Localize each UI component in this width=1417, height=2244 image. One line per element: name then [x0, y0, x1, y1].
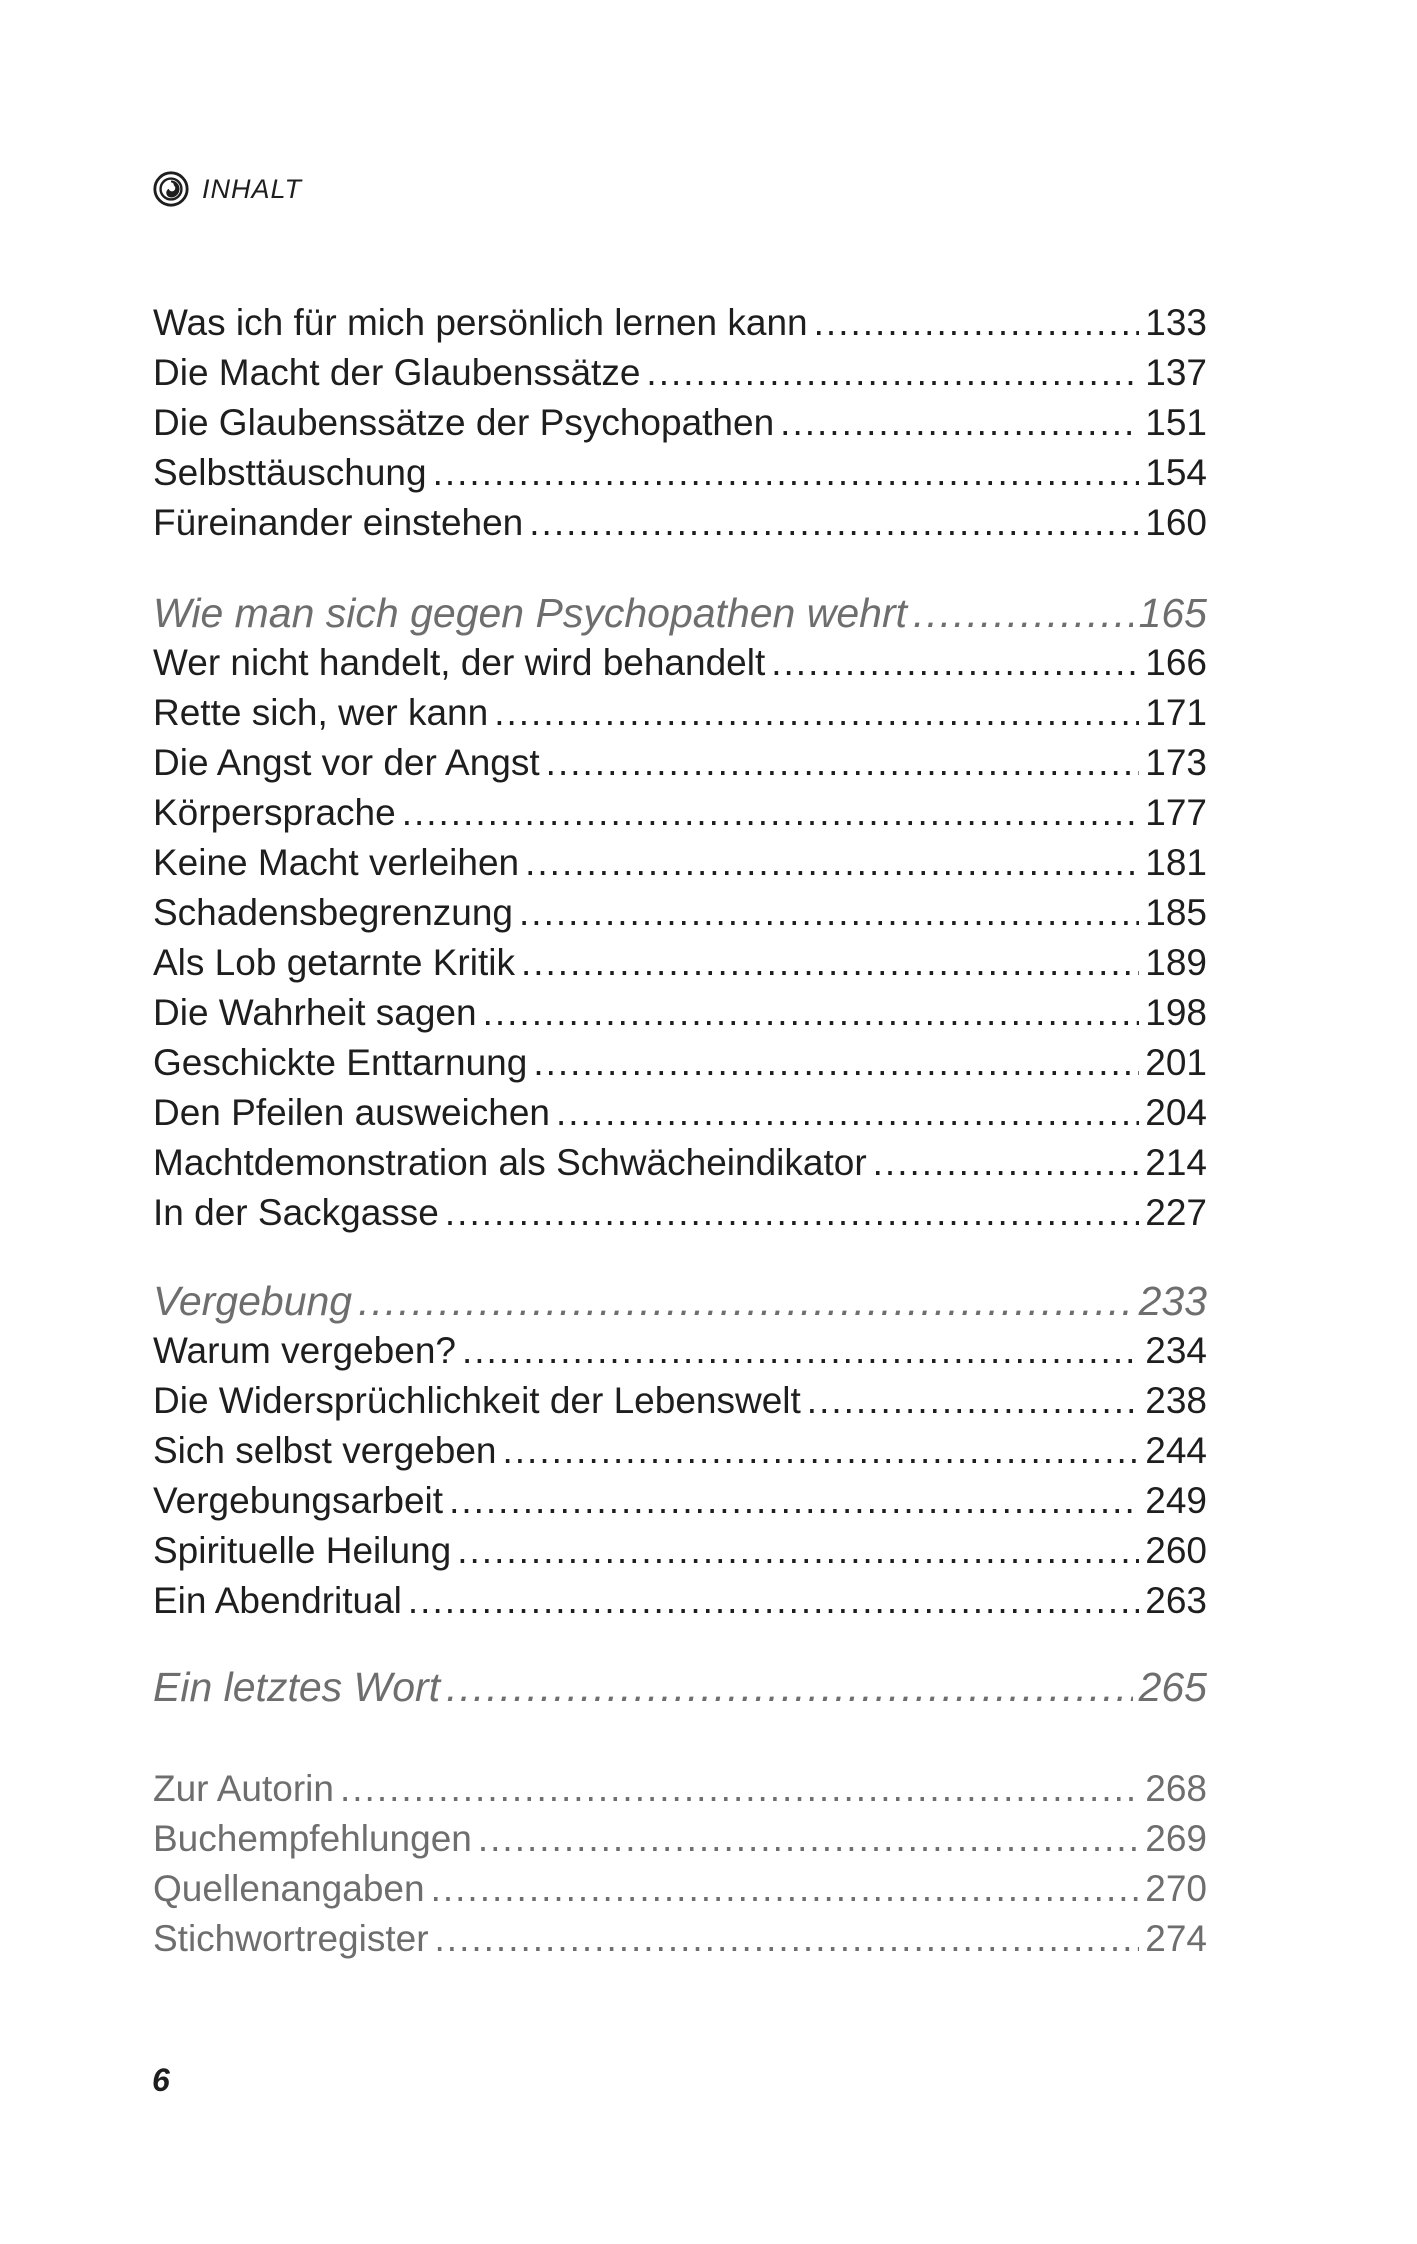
toc-entry[interactable] — [153, 1138, 1207, 1188]
toc-entry[interactable] — [153, 498, 1207, 548]
dot-leader — [814, 298, 1140, 348]
toc-appendix-entry[interactable] — [153, 1914, 1207, 1964]
toc-entry-page: 177 — [1145, 792, 1207, 833]
toc-entry[interactable] — [153, 638, 1207, 688]
toc-entry-title: Sich selbst vergeben — [153, 1430, 497, 1471]
toc-entry[interactable] — [153, 1576, 1207, 1626]
toc-entry[interactable] — [153, 1038, 1207, 1088]
toc-entry-title: Spirituelle Heilung — [153, 1530, 452, 1571]
toc-entry-title: Buchempfehlungen — [153, 1818, 472, 1859]
toc-entry-page: 274 — [1145, 1918, 1207, 1959]
toc-entry[interactable] — [153, 788, 1207, 838]
toc-entry-page: 160 — [1145, 502, 1207, 543]
toc-entry-title: Vergebungsarbeit — [153, 1480, 444, 1521]
toc-entry[interactable] — [153, 1526, 1207, 1576]
toc-entry-page: 244 — [1145, 1430, 1207, 1471]
toc-entry-title: Quellenangaben — [153, 1868, 425, 1909]
toc-appendix — [153, 1764, 1207, 1964]
toc-chapter-page: 233 — [1138, 1278, 1207, 1324]
toc-entry-page: 263 — [1145, 1580, 1207, 1621]
dot-leader — [494, 688, 1139, 738]
toc-chapter[interactable] — [153, 1662, 1207, 1712]
toc-entry[interactable] — [153, 838, 1207, 888]
toc-chapter-title: Wie man sich gegen Psychopathen wehrt — [153, 590, 907, 636]
dot-leader — [873, 1138, 1140, 1188]
toc-entry[interactable] — [153, 938, 1207, 988]
toc-entry-page: 270 — [1145, 1868, 1207, 1909]
toc-entry-page: 227 — [1145, 1192, 1207, 1233]
toc-entry[interactable] — [153, 1088, 1207, 1138]
toc-entry-page: 133 — [1145, 302, 1207, 343]
dot-leader — [446, 1662, 1132, 1712]
toc-entry-title: Warum vergeben? — [153, 1330, 456, 1371]
toc-entry-page: 260 — [1145, 1530, 1207, 1571]
toc-entry-title: Den Pfeilen ausweichen — [153, 1092, 550, 1133]
dot-leader — [408, 1576, 1139, 1626]
toc-entry-page: 151 — [1145, 402, 1207, 443]
toc-entry-title: Schadensbegrenzung — [153, 892, 514, 933]
toc-entry-title: Die Macht der Glaubenssätze — [153, 352, 641, 393]
dot-leader — [521, 938, 1139, 988]
section-spacer — [153, 1238, 1207, 1276]
dot-leader — [435, 1914, 1140, 1964]
dot-leader — [771, 638, 1139, 688]
toc-entry-page: 171 — [1145, 692, 1207, 733]
toc-chapter-title: Ein letztes Wort — [153, 1664, 441, 1710]
toc-entry[interactable] — [153, 1476, 1207, 1526]
toc-entry[interactable] — [153, 1426, 1207, 1476]
dot-leader — [913, 588, 1133, 638]
toc-entry-page: 185 — [1145, 892, 1207, 933]
toc-entry-page: 234 — [1145, 1330, 1207, 1371]
toc-entry-title: Füreinander einstehen — [153, 502, 524, 543]
toc-entry[interactable] — [153, 348, 1207, 398]
dot-leader — [402, 788, 1140, 838]
toc-entry-title: Was ich für mich persönlich lernen kann — [153, 302, 808, 343]
toc-chapter-title: Vergebung — [153, 1278, 353, 1324]
dot-leader — [457, 1526, 1139, 1576]
toc-entry-title: Die Wahrheit sagen — [153, 992, 477, 1033]
toc-entry[interactable] — [153, 988, 1207, 1038]
section-spacer — [153, 548, 1207, 588]
dot-leader — [556, 1088, 1139, 1138]
toc-entry-page: 204 — [1145, 1092, 1207, 1133]
toc-entry-page: 268 — [1145, 1768, 1207, 1809]
dot-leader — [445, 1188, 1139, 1238]
toc-entry-title: Die Glaubenssätze der Psychopathen — [153, 402, 775, 443]
toc-entry-page: 189 — [1145, 942, 1207, 983]
toc-entry-title: Die Widersprüchlichkeit der Lebenswelt — [153, 1380, 801, 1421]
toc-appendix-entry[interactable] — [153, 1864, 1207, 1914]
toc-entry-page: 154 — [1145, 452, 1207, 493]
section-spacer — [153, 1626, 1207, 1662]
toc-chapter[interactable] — [153, 588, 1207, 638]
toc-entry[interactable] — [153, 1326, 1207, 1376]
dot-leader — [340, 1764, 1139, 1814]
dot-leader — [483, 988, 1140, 1038]
dot-leader — [462, 1326, 1139, 1376]
dot-leader — [780, 398, 1139, 448]
spiral-logo-icon — [152, 170, 190, 208]
dot-leader — [433, 448, 1140, 498]
dot-leader — [525, 838, 1139, 888]
toc-entry-title: In der Sackgasse — [153, 1192, 439, 1233]
toc-entry-page: 201 — [1145, 1042, 1207, 1083]
dot-leader — [431, 1864, 1140, 1914]
toc-section — [153, 1276, 1207, 1626]
toc-entry-title: Zur Autorin — [153, 1768, 334, 1809]
dot-leader — [478, 1814, 1139, 1864]
dot-leader — [807, 1376, 1139, 1426]
toc-entry[interactable] — [153, 688, 1207, 738]
toc-section — [153, 588, 1207, 1238]
toc-entry-title: Als Lob getarnte Kritik — [153, 942, 515, 983]
toc-entry-title: Wer nicht handelt, der wird behandelt — [153, 642, 766, 683]
toc-entry-title: Körpersprache — [153, 792, 396, 833]
page-number: 6 — [152, 2062, 170, 2098]
toc-entry-page: 181 — [1145, 842, 1207, 883]
toc-entry-page: 269 — [1145, 1818, 1207, 1859]
toc-entry-title: Selbsttäuschung — [153, 452, 427, 493]
toc-entry[interactable] — [153, 738, 1207, 788]
toc-entry[interactable] — [153, 298, 1207, 348]
toc-entry-title: Keine Macht verleihen — [153, 842, 520, 883]
toc-entry-title: Geschickte Enttarnung — [153, 1042, 528, 1083]
table-of-contents — [153, 298, 1207, 1964]
toc-chapter-page: 165 — [1138, 590, 1207, 636]
toc-entry-page: 214 — [1145, 1142, 1207, 1183]
toc-entry-title: Rette sich, wer kann — [153, 692, 489, 733]
toc-entry-page: 198 — [1145, 992, 1207, 1033]
dot-leader — [646, 348, 1139, 398]
toc-entry[interactable] — [153, 1188, 1207, 1238]
header-label: INHALT — [202, 173, 303, 204]
section-spacer — [153, 1712, 1207, 1764]
toc-entry-title: Die Angst vor der Angst — [153, 742, 540, 783]
page-header — [152, 170, 302, 208]
toc-entry[interactable] — [153, 398, 1207, 448]
dot-leader — [533, 1038, 1139, 1088]
toc-entry-page: 238 — [1145, 1380, 1207, 1421]
toc-entry[interactable] — [153, 448, 1207, 498]
toc-appendix-entry[interactable] — [153, 1764, 1207, 1814]
dot-leader — [449, 1476, 1139, 1526]
toc-entry-page: 249 — [1145, 1480, 1207, 1521]
toc-section — [153, 1662, 1207, 1712]
toc-entry-page: 166 — [1145, 642, 1207, 683]
toc-chapter[interactable] — [153, 1276, 1207, 1326]
toc-entry[interactable] — [153, 1376, 1207, 1426]
toc-entry-page: 173 — [1145, 742, 1207, 783]
dot-leader — [546, 738, 1140, 788]
toc-section — [153, 298, 1207, 548]
toc-chapter-page: 265 — [1138, 1664, 1207, 1710]
dot-leader — [358, 1276, 1132, 1326]
toc-entry-title: Stichwortregister — [153, 1918, 429, 1959]
dot-leader — [529, 498, 1139, 548]
toc-entry-page: 137 — [1145, 352, 1207, 393]
dot-leader — [502, 1426, 1139, 1476]
dot-leader — [519, 888, 1139, 938]
toc-entry[interactable] — [153, 888, 1207, 938]
toc-appendix-entry[interactable] — [153, 1814, 1207, 1864]
toc-entry-title: Ein Abendritual — [153, 1580, 402, 1621]
toc-entry-title: Machtdemonstration als Schwächeindikator — [153, 1142, 867, 1183]
